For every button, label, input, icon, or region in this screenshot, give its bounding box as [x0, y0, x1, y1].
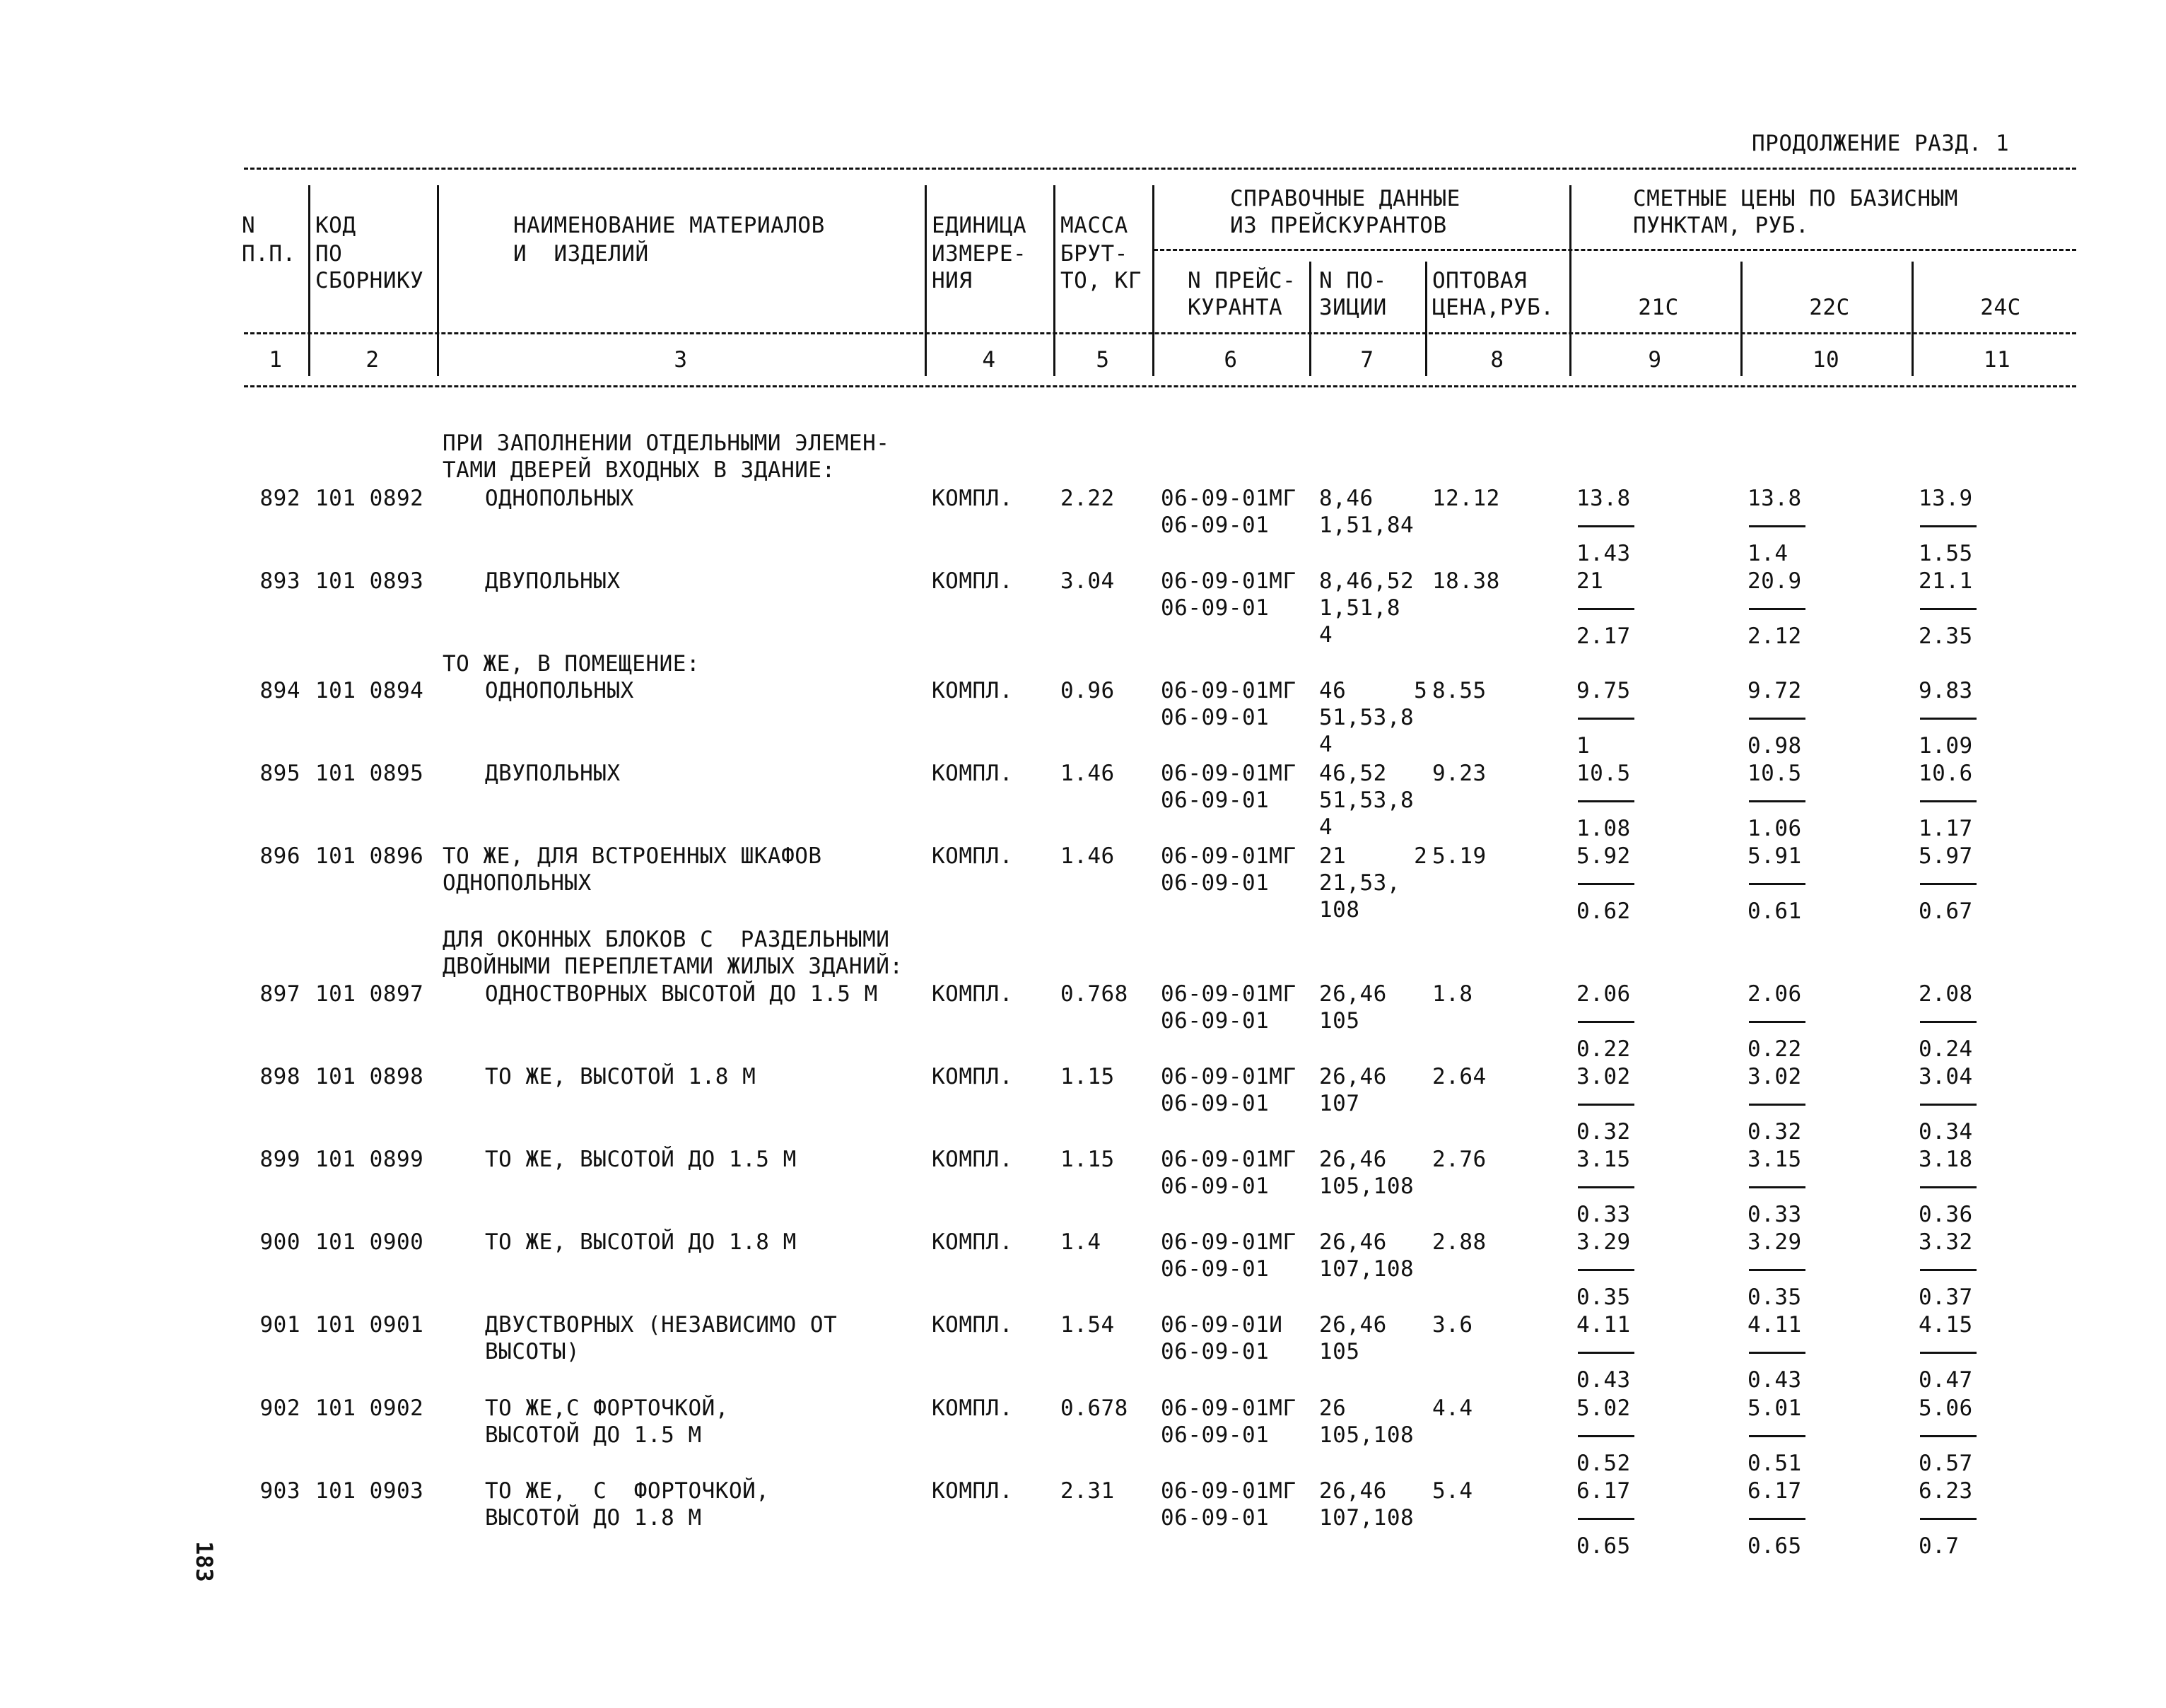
- row-price-p24: 9.83: [1919, 678, 1973, 703]
- row-number: 897: [259, 981, 300, 1007]
- row-price-p22: 13.8: [1748, 486, 1802, 511]
- fraction-bar: [1749, 1352, 1805, 1354]
- row-number: 894: [259, 678, 300, 703]
- row-pricelist: 06-09-01: [1161, 705, 1270, 730]
- row-pricelist: 06-09-01: [1161, 1422, 1270, 1448]
- row-price-p22-sub: 0.61: [1748, 899, 1802, 924]
- row-unit: КОМПЛ.: [932, 1147, 1013, 1172]
- row-price-p21: 10.5: [1576, 761, 1631, 786]
- row-price-p22: 5.91: [1748, 843, 1802, 869]
- row-price-p22: 4.11: [1748, 1312, 1802, 1338]
- row-code: 101 0892: [315, 486, 424, 511]
- row-unit: КОМПЛ.: [932, 981, 1013, 1007]
- row-mass: 2.31: [1060, 1478, 1115, 1504]
- row-price-p22: 3.15: [1748, 1147, 1802, 1172]
- row-wholesale-price: 4.4: [1432, 1396, 1473, 1421]
- row-price-p21: 21: [1576, 568, 1604, 594]
- row-wholesale-price: 3.6: [1432, 1312, 1473, 1338]
- row-price-p24: 4.15: [1919, 1312, 1973, 1338]
- row-name: ДВУСТВОРНЫХ (НЕЗАВИСИМО ОТ: [485, 1312, 838, 1338]
- row-code: 101 0896: [315, 843, 424, 869]
- row-pricelist: 06-09-01: [1161, 1256, 1270, 1282]
- fraction-bar: [1749, 608, 1805, 610]
- row-pricelist: 06-09-01: [1161, 513, 1270, 538]
- row-code: 101 0899: [315, 1147, 424, 1172]
- row-price-p21-sub: 1.08: [1576, 816, 1631, 841]
- fraction-bar: [1749, 1518, 1805, 1520]
- page-number: 183: [191, 1541, 218, 1582]
- fraction-bar: [1578, 718, 1634, 720]
- row-pricelist: 06-09-01МГ: [1161, 1147, 1296, 1172]
- row-price-p21-sub: 0.62: [1576, 899, 1631, 924]
- row-position: 26,46: [1319, 1478, 1387, 1504]
- row-price-p21-sub: 1.43: [1576, 541, 1631, 566]
- row-price-p24-sub: 0.57: [1919, 1451, 1973, 1476]
- row-code: 101 0895: [315, 761, 424, 786]
- row-price-p22: 3.02: [1748, 1064, 1802, 1089]
- fraction-bar: [1578, 1518, 1634, 1520]
- row-price-p24: 21.1: [1919, 568, 1973, 594]
- row-position: 8,46,52: [1319, 568, 1415, 594]
- group-header-rule: [1154, 249, 2076, 251]
- header-22c: 22С: [1809, 295, 1850, 320]
- fraction-bar: [1578, 1104, 1634, 1106]
- fraction-bar: [1920, 608, 1977, 610]
- row-unit: КОМПЛ.: [932, 568, 1013, 594]
- row-price-p24: 3.04: [1919, 1064, 1973, 1089]
- row-price-p21-sub: 2.17: [1576, 624, 1631, 649]
- row-mass: 0.96: [1060, 678, 1115, 703]
- row-number: 892: [259, 486, 300, 511]
- row-pricelist: 06-09-01МГ: [1161, 1064, 1296, 1089]
- fraction-bar: [1749, 1104, 1805, 1106]
- row-price-p22: 9.72: [1748, 678, 1802, 703]
- row-price-p21: 2.06: [1576, 981, 1631, 1007]
- row-price-p22-sub: 0.32: [1748, 1119, 1802, 1145]
- row-wholesale-price: 8.55: [1432, 678, 1487, 703]
- row-price-p24-sub: 2.35: [1919, 624, 1973, 649]
- row-name: ТО ЖЕ, С ФОРТОЧКОЙ,: [485, 1478, 770, 1504]
- row-wholesale-price: 12.12: [1432, 486, 1500, 511]
- row-name: ТО ЖЕ, ВЫСОТОЙ ДО 1.5 М: [485, 1147, 797, 1172]
- row-position: 1,51,8: [1319, 595, 1400, 621]
- row-name: ТО ЖЕ, ВЫСОТОЙ 1.8 М: [485, 1064, 756, 1089]
- fraction-bar: [1578, 1352, 1634, 1354]
- row-mass: 0.678: [1060, 1396, 1128, 1421]
- row-price-p24: 5.97: [1919, 843, 1973, 869]
- row-price-p24: 3.18: [1919, 1147, 1973, 1172]
- row-code: 101 0894: [315, 678, 424, 703]
- row-unit: КОМПЛ.: [932, 486, 1013, 511]
- row-price-p24: 3.32: [1919, 1229, 1973, 1255]
- fraction-bar: [1749, 525, 1805, 527]
- row-unit: КОМПЛ.: [932, 1312, 1013, 1338]
- fraction-bar: [1578, 1021, 1634, 1023]
- row-position: 108: [1319, 897, 1360, 923]
- row-price-p21: 6.17: [1576, 1478, 1631, 1504]
- row-wholesale-price: 2.88: [1432, 1229, 1487, 1255]
- row-wholesale-price: 1.8: [1432, 981, 1473, 1007]
- row-wholesale-price: 18.38: [1432, 568, 1500, 594]
- row-pricelist: 06-09-01МГ: [1161, 678, 1296, 703]
- row-mass: 1.15: [1060, 1064, 1115, 1089]
- fraction-bar: [1920, 1518, 1977, 1520]
- row-price-p24-sub: 0.67: [1919, 899, 1973, 924]
- fraction-bar: [1920, 718, 1977, 720]
- row-pricelist: 06-09-01МГ: [1161, 486, 1296, 511]
- row-position: 105: [1319, 1008, 1360, 1034]
- row-position: 46,52: [1319, 761, 1387, 786]
- row-position: 8,46: [1319, 486, 1374, 511]
- row-price-p21-sub: 0.33: [1576, 1202, 1631, 1227]
- row-price-p22-sub: 2.12: [1748, 624, 1802, 649]
- row-name: ВЫСОТОЙ ДО 1.8 М: [485, 1505, 702, 1531]
- row-price-p21: 3.02: [1576, 1064, 1631, 1089]
- fraction-bar: [1749, 1186, 1805, 1188]
- row-name: ОДНОСТВОРНЫХ ВЫСОТОЙ ДО 1.5 М: [485, 981, 878, 1007]
- row-price-p21: 9.75: [1576, 678, 1631, 703]
- row-position: 4: [1319, 622, 1333, 648]
- row-position: 4: [1319, 814, 1333, 840]
- row-pricelist: 06-09-01: [1161, 870, 1270, 896]
- row-name: ДВУПОЛЬНЫХ: [485, 761, 621, 786]
- row-position: 51,53,8: [1319, 788, 1415, 813]
- row-mass: 1.4: [1060, 1229, 1101, 1255]
- row-price-p22: 5.01: [1748, 1396, 1802, 1421]
- row-position: 107,108: [1319, 1505, 1415, 1531]
- row-number: 900: [259, 1229, 300, 1255]
- header-bottom-rule: [244, 332, 2076, 334]
- fraction-bar: [1920, 1269, 1977, 1271]
- row-price-p24-sub: 0.24: [1919, 1036, 1973, 1062]
- row-price-p22-sub: 1.06: [1748, 816, 1802, 841]
- row-position: 21,53,: [1319, 870, 1400, 896]
- row-unit: КОМПЛ.: [932, 843, 1013, 869]
- row-price-p22-sub: 1.4: [1748, 541, 1789, 566]
- row-price-p24-sub: 1.09: [1919, 733, 1973, 759]
- row-position: 26,46: [1319, 981, 1387, 1007]
- row-mass: 1.46: [1060, 761, 1115, 786]
- row-wholesale-price: 2.76: [1432, 1147, 1487, 1172]
- fraction-bar: [1920, 1104, 1977, 1106]
- row-position: 21 2: [1319, 843, 1428, 869]
- row-price-p22-sub: 0.35: [1748, 1285, 1802, 1310]
- row-pricelist: 06-09-01МГ: [1161, 1229, 1296, 1255]
- row-number: 902: [259, 1396, 300, 1421]
- row-price-p24: 5.06: [1919, 1396, 1973, 1421]
- row-code: 101 0893: [315, 568, 424, 594]
- row-unit: КОМПЛ.: [932, 1229, 1013, 1255]
- row-name: ВЫСОТЫ): [485, 1339, 580, 1364]
- row-price-p22: 6.17: [1748, 1478, 1802, 1504]
- row-price-p24-sub: 0.34: [1919, 1119, 1973, 1145]
- row-price-p22-sub: 0.22: [1748, 1036, 1802, 1062]
- row-name: ТО ЖЕ, ДЛЯ ВСТРОЕННЫХ ШКАФОВ: [443, 843, 822, 869]
- row-price-p24: 10.6: [1919, 761, 1973, 786]
- row-unit: КОМПЛ.: [932, 678, 1013, 703]
- row-pricelist: 06-09-01: [1161, 1505, 1270, 1531]
- row-price-p24-sub: 1.17: [1919, 816, 1973, 841]
- header-24c: 24С: [1980, 295, 2021, 320]
- fraction-bar: [1578, 1269, 1634, 1271]
- row-position: 26,46: [1319, 1312, 1387, 1338]
- row-price-p22: 10.5: [1748, 761, 1802, 786]
- fraction-bar: [1920, 1435, 1977, 1437]
- row-name: ОДНОПОЛЬНЫХ: [485, 486, 634, 511]
- row-position: 4: [1319, 732, 1333, 757]
- row-price-p24: 13.9: [1919, 486, 1973, 511]
- row-wholesale-price: 2.64: [1432, 1064, 1487, 1089]
- row-pricelist: 06-09-01МГ: [1161, 761, 1296, 786]
- row-pricelist: 06-09-01: [1161, 1008, 1270, 1034]
- fraction-bar: [1749, 718, 1805, 720]
- row-pricelist: 06-09-01МГ: [1161, 1396, 1296, 1421]
- row-price-p21: 3.15: [1576, 1147, 1631, 1172]
- fraction-bar: [1920, 800, 1977, 802]
- fraction-bar: [1578, 1435, 1634, 1437]
- row-price-p24-sub: 0.7: [1919, 1533, 1960, 1559]
- row-wholesale-price: 5.19: [1432, 843, 1487, 869]
- fraction-bar: [1749, 1269, 1805, 1271]
- row-position: 107: [1319, 1091, 1360, 1116]
- fraction-bar: [1749, 883, 1805, 885]
- fraction-bar: [1749, 1021, 1805, 1023]
- row-price-p21-sub: 0.65: [1576, 1533, 1631, 1559]
- row-price-p22-sub: 0.43: [1748, 1367, 1802, 1393]
- row-price-p22-sub: 0.33: [1748, 1202, 1802, 1227]
- row-pricelist: 06-09-01: [1161, 1091, 1270, 1116]
- row-number: 899: [259, 1147, 300, 1172]
- row-mass: 3.04: [1060, 568, 1115, 594]
- row-unit: КОМПЛ.: [932, 1396, 1013, 1421]
- row-mass: 1.54: [1060, 1312, 1115, 1338]
- row-mass: 2.22: [1060, 486, 1115, 511]
- row-name: ДВУПОЛЬНЫХ: [485, 568, 621, 594]
- row-price-p22: 2.06: [1748, 981, 1802, 1007]
- row-price-p21-sub: 0.43: [1576, 1367, 1631, 1393]
- row-unit: КОМПЛ.: [932, 1064, 1013, 1089]
- row-price-p21: 4.11: [1576, 1312, 1631, 1338]
- row-pricelist: 06-09-01: [1161, 1174, 1270, 1199]
- row-wholesale-price: 5.4: [1432, 1478, 1473, 1504]
- fraction-bar: [1920, 1352, 1977, 1354]
- row-price-p21: 13.8: [1576, 486, 1631, 511]
- continuation-label: ПРОДОЛЖЕНИЕ РАЗД. 1: [1752, 131, 2010, 156]
- row-price-p22-sub: 0.98: [1748, 733, 1802, 759]
- row-price-p22-sub: 0.65: [1748, 1533, 1802, 1559]
- row-price-p21-sub: 0.22: [1576, 1036, 1631, 1062]
- row-name: ТО ЖЕ,С ФОРТОЧКОЙ,: [485, 1396, 729, 1421]
- row-pricelist: 06-09-01: [1161, 1339, 1270, 1364]
- fraction-bar: [1578, 608, 1634, 610]
- table-top-rule: [244, 168, 2076, 170]
- header-21c: 21С: [1638, 295, 1679, 320]
- row-wholesale-price: 9.23: [1432, 761, 1487, 786]
- row-position: 105: [1319, 1339, 1360, 1364]
- row-position: 105,108: [1319, 1422, 1415, 1448]
- row-price-p24-sub: 0.37: [1919, 1285, 1973, 1310]
- row-pricelist: 06-09-01: [1161, 788, 1270, 813]
- row-number: 903: [259, 1478, 300, 1504]
- row-number: 898: [259, 1064, 300, 1089]
- row-price-p24: 2.08: [1919, 981, 1973, 1007]
- row-price-p22: 20.9: [1748, 568, 1802, 594]
- row-code: 101 0898: [315, 1064, 424, 1089]
- section-label-indoor: ТО ЖЕ, В ПОМЕЩЕНИЕ:: [443, 651, 701, 677]
- row-name: ОДНОПОЛЬНЫХ: [443, 870, 592, 896]
- row-pricelist: 06-09-01МГ: [1161, 568, 1296, 594]
- row-code: 101 0901: [315, 1312, 424, 1338]
- row-name: ВЫСОТОЙ ДО 1.5 М: [485, 1422, 702, 1448]
- row-price-p21-sub: 0.32: [1576, 1119, 1631, 1145]
- fraction-bar: [1578, 1186, 1634, 1188]
- row-pricelist: 06-09-01МГ: [1161, 1478, 1296, 1504]
- row-price-p24: 6.23: [1919, 1478, 1973, 1504]
- row-price-p21-sub: 0.35: [1576, 1285, 1631, 1310]
- row-pricelist: 06-09-01МГ: [1161, 843, 1296, 869]
- fraction-bar: [1749, 1435, 1805, 1437]
- fraction-bar: [1920, 883, 1977, 885]
- row-pricelist: 06-09-01МГ: [1161, 981, 1296, 1007]
- row-name: ОДНОПОЛЬНЫХ: [485, 678, 634, 703]
- fraction-bar: [1578, 883, 1634, 885]
- row-number: 896: [259, 843, 300, 869]
- row-code: 101 0900: [315, 1229, 424, 1255]
- fraction-bar: [1578, 800, 1634, 802]
- fraction-bar: [1920, 525, 1977, 527]
- row-price-p21: 3.29: [1576, 1229, 1631, 1255]
- row-code: 101 0897: [315, 981, 424, 1007]
- row-position: 105,108: [1319, 1174, 1415, 1199]
- row-position: 1,51,84: [1319, 513, 1415, 538]
- row-position: 26,46: [1319, 1147, 1387, 1172]
- row-position: 26,46: [1319, 1064, 1387, 1089]
- row-code: 101 0902: [315, 1396, 424, 1421]
- fraction-bar: [1920, 1021, 1977, 1023]
- row-position: 51,53,8: [1319, 705, 1415, 730]
- row-price-p24-sub: 0.36: [1919, 1202, 1973, 1227]
- row-unit: КОМПЛ.: [932, 761, 1013, 786]
- row-price-p24-sub: 1.55: [1919, 541, 1973, 566]
- row-code: 101 0903: [315, 1478, 424, 1504]
- row-position: 46 5: [1319, 678, 1428, 703]
- row-number: 901: [259, 1312, 300, 1338]
- row-number: 895: [259, 761, 300, 786]
- row-price-p21: 5.02: [1576, 1396, 1631, 1421]
- row-price-p21-sub: 0.52: [1576, 1451, 1631, 1476]
- row-price-p21: 5.92: [1576, 843, 1631, 869]
- row-unit: КОМПЛ.: [932, 1478, 1013, 1504]
- fraction-bar: [1920, 1186, 1977, 1188]
- fraction-bar: [1749, 800, 1805, 802]
- row-name: ТО ЖЕ, ВЫСОТОЙ ДО 1.8 М: [485, 1229, 797, 1255]
- row-price-p22-sub: 0.51: [1748, 1451, 1802, 1476]
- row-pricelist: 06-09-01: [1161, 595, 1270, 621]
- row-pricelist: 06-09-01И: [1161, 1312, 1283, 1338]
- row-position: 26,46: [1319, 1229, 1387, 1255]
- row-mass: 0.768: [1060, 981, 1128, 1007]
- row-mass: 1.15: [1060, 1147, 1115, 1172]
- fraction-bar: [1578, 525, 1634, 527]
- row-position: 107,108: [1319, 1256, 1415, 1282]
- row-number: 893: [259, 568, 300, 594]
- row-position: 26: [1319, 1396, 1347, 1421]
- row-price-p22: 3.29: [1748, 1229, 1802, 1255]
- row-mass: 1.46: [1060, 843, 1115, 869]
- row-price-p24-sub: 0.47: [1919, 1367, 1973, 1393]
- column-numbers-rule: [244, 385, 2076, 387]
- row-price-p21-sub: 1: [1576, 733, 1591, 759]
